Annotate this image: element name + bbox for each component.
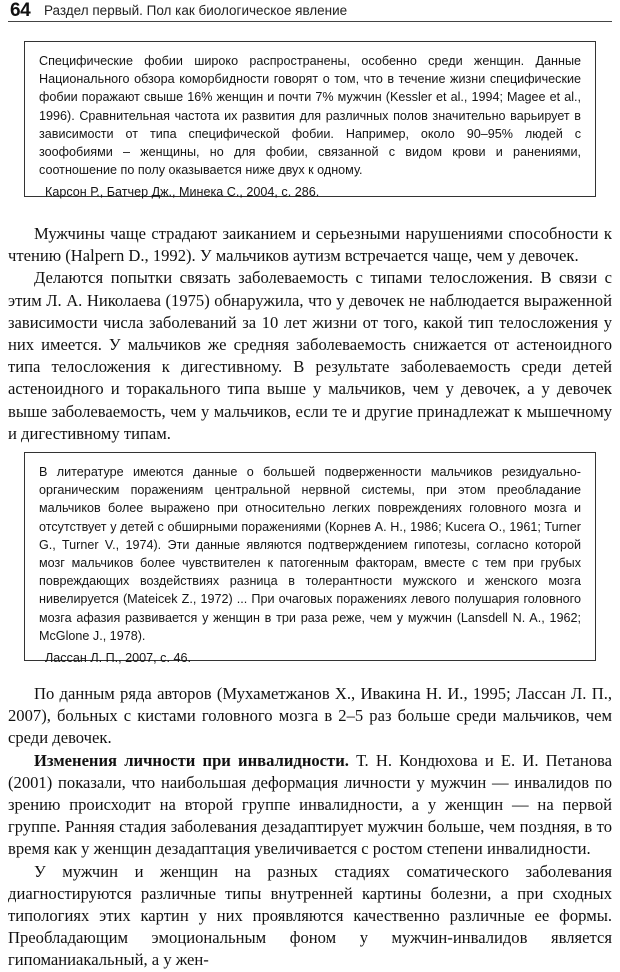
body-section-2 [8, 683, 612, 972]
page-header [8, 0, 612, 22]
quote-box-source: Лассан Л. П., 2007, с. 46. [45, 651, 191, 666]
header-rule [8, 21, 612, 22]
paragraph-brain-cysts: По данным ряда авторов (Мухаметжанов Х., Ивакина Н. И., 1995; Лассан Л. П., 2007), больных с кистами головного мозга в 2–5 раз больше среди мальчиков, чем среди девочек. [8, 684, 612, 748]
quote-box-text: В литературе имеются данные о большей подверженности мальчиков резидуально-органическим поражениям центральной нервной системы, при этом преобладание мальчиков более выражено при относительно легких повреждениях головного мозга и отсутствует у детей с обширными поражениями (Корнев А. Н., 1986; Kucera O., 1961; Turner G., Turner V., 1974). Эти данные являются подтверждением гипотезы, согласно которой мозг мальчиков более чувствителен к патогенным факторам, вместе с тем при грубых повреждающих воздействиях разница в толерантности мужского и женского мозга нивелируется (Mateicek Z., 1972) ... При очаговых поражениях левого полушария головного мозга афазия развивается у женщин в три раза реже, чем у мужчин (Lansdell N. A., 1962; McGlone J., 1978). [39, 465, 581, 643]
page-number: 64 [10, 0, 31, 21]
quote-box-source: Карсон Р., Батчер Дж., Минека С., 2004, с. 286. [45, 185, 320, 200]
paragraph-body-types: Делаются попытки связать заболеваемость с типами телосложения. В связи с этим Л. А. Николаева (1975) обнаружила, что у девочек не наблюдается выраженной зависимости числа заболеваний за 10 лет жизни от того, какой тип телосложения у них имеется. У мальчиков же средняя заболеваемость снижается от астеноидного типа телосложения к дигестивному. В результате заболеваемость среди детей астеноидного и торакального типа выше у мальчиков, чем у девочек, а у девочек выше заболеваемость, чем у мальчиков, если те и другие принадлежат к мышечному и дигестивному типам. [8, 268, 612, 443]
quote-box-phobias [24, 41, 596, 200]
quote-box-text: Специфические фобии широко распространены, особенно среди женщин. Данные Национального обзора коморбидности говорят о том, что в течение жизни специфические фобии поражают свыше 16% женщин и почти 7% мужчин (Kessler et al., 1994; Magee et al., 1996). Сравнительная частота их развития для различных полов значительно варьирует в зависимости от типа специфической фобии. Например, около 90–95% людей с зоофобиями – женщины, но для фобии, связанной с видом крови и ранениями, соотношение по полу оказывается ниже двух к одному. [39, 54, 581, 178]
paragraph-disability-text: Т. Н. Кондюхова и Е. И. Петанова (2001) показали, что наибольшая деформация личности у мужчин — инвалидов по зрению происходит на второй группе инвалидности, а у женщин — на первой группе. Ранняя стадия заболевания дезадаптирует мужчин больше, чем поздняя, в то время как у женщин дезадаптация увеличивается с ростом степени инвалидности. [8, 750, 612, 859]
paragraph-stuttering: Мужчины чаще страдают заиканием и серьезными нарушениями способности к чтению (Halpern D., 1992). У мальчиков аутизм встречается чаще, чем у девочек. [8, 224, 612, 266]
paragraph-disability [8, 750, 612, 861]
quote-box-brain-damage [24, 452, 596, 666]
paragraph-somatic: У мужчин и женщин на разных стадиях соматического заболевания диагностируются различные типы внутренней картины болезни, а при сходных типологиях этих картин у них проявляются качественно различные ее формы. Преобладающим эмоциональным фоном у мужчин-инвалидов является гипоманиакальный, а у жен- [8, 861, 612, 970]
running-head: Раздел первый. Пол как биологическое явление [44, 3, 348, 18]
run-in-heading: Изменения личности при инвалидности. [34, 750, 349, 770]
body-section-1 [8, 223, 612, 445]
